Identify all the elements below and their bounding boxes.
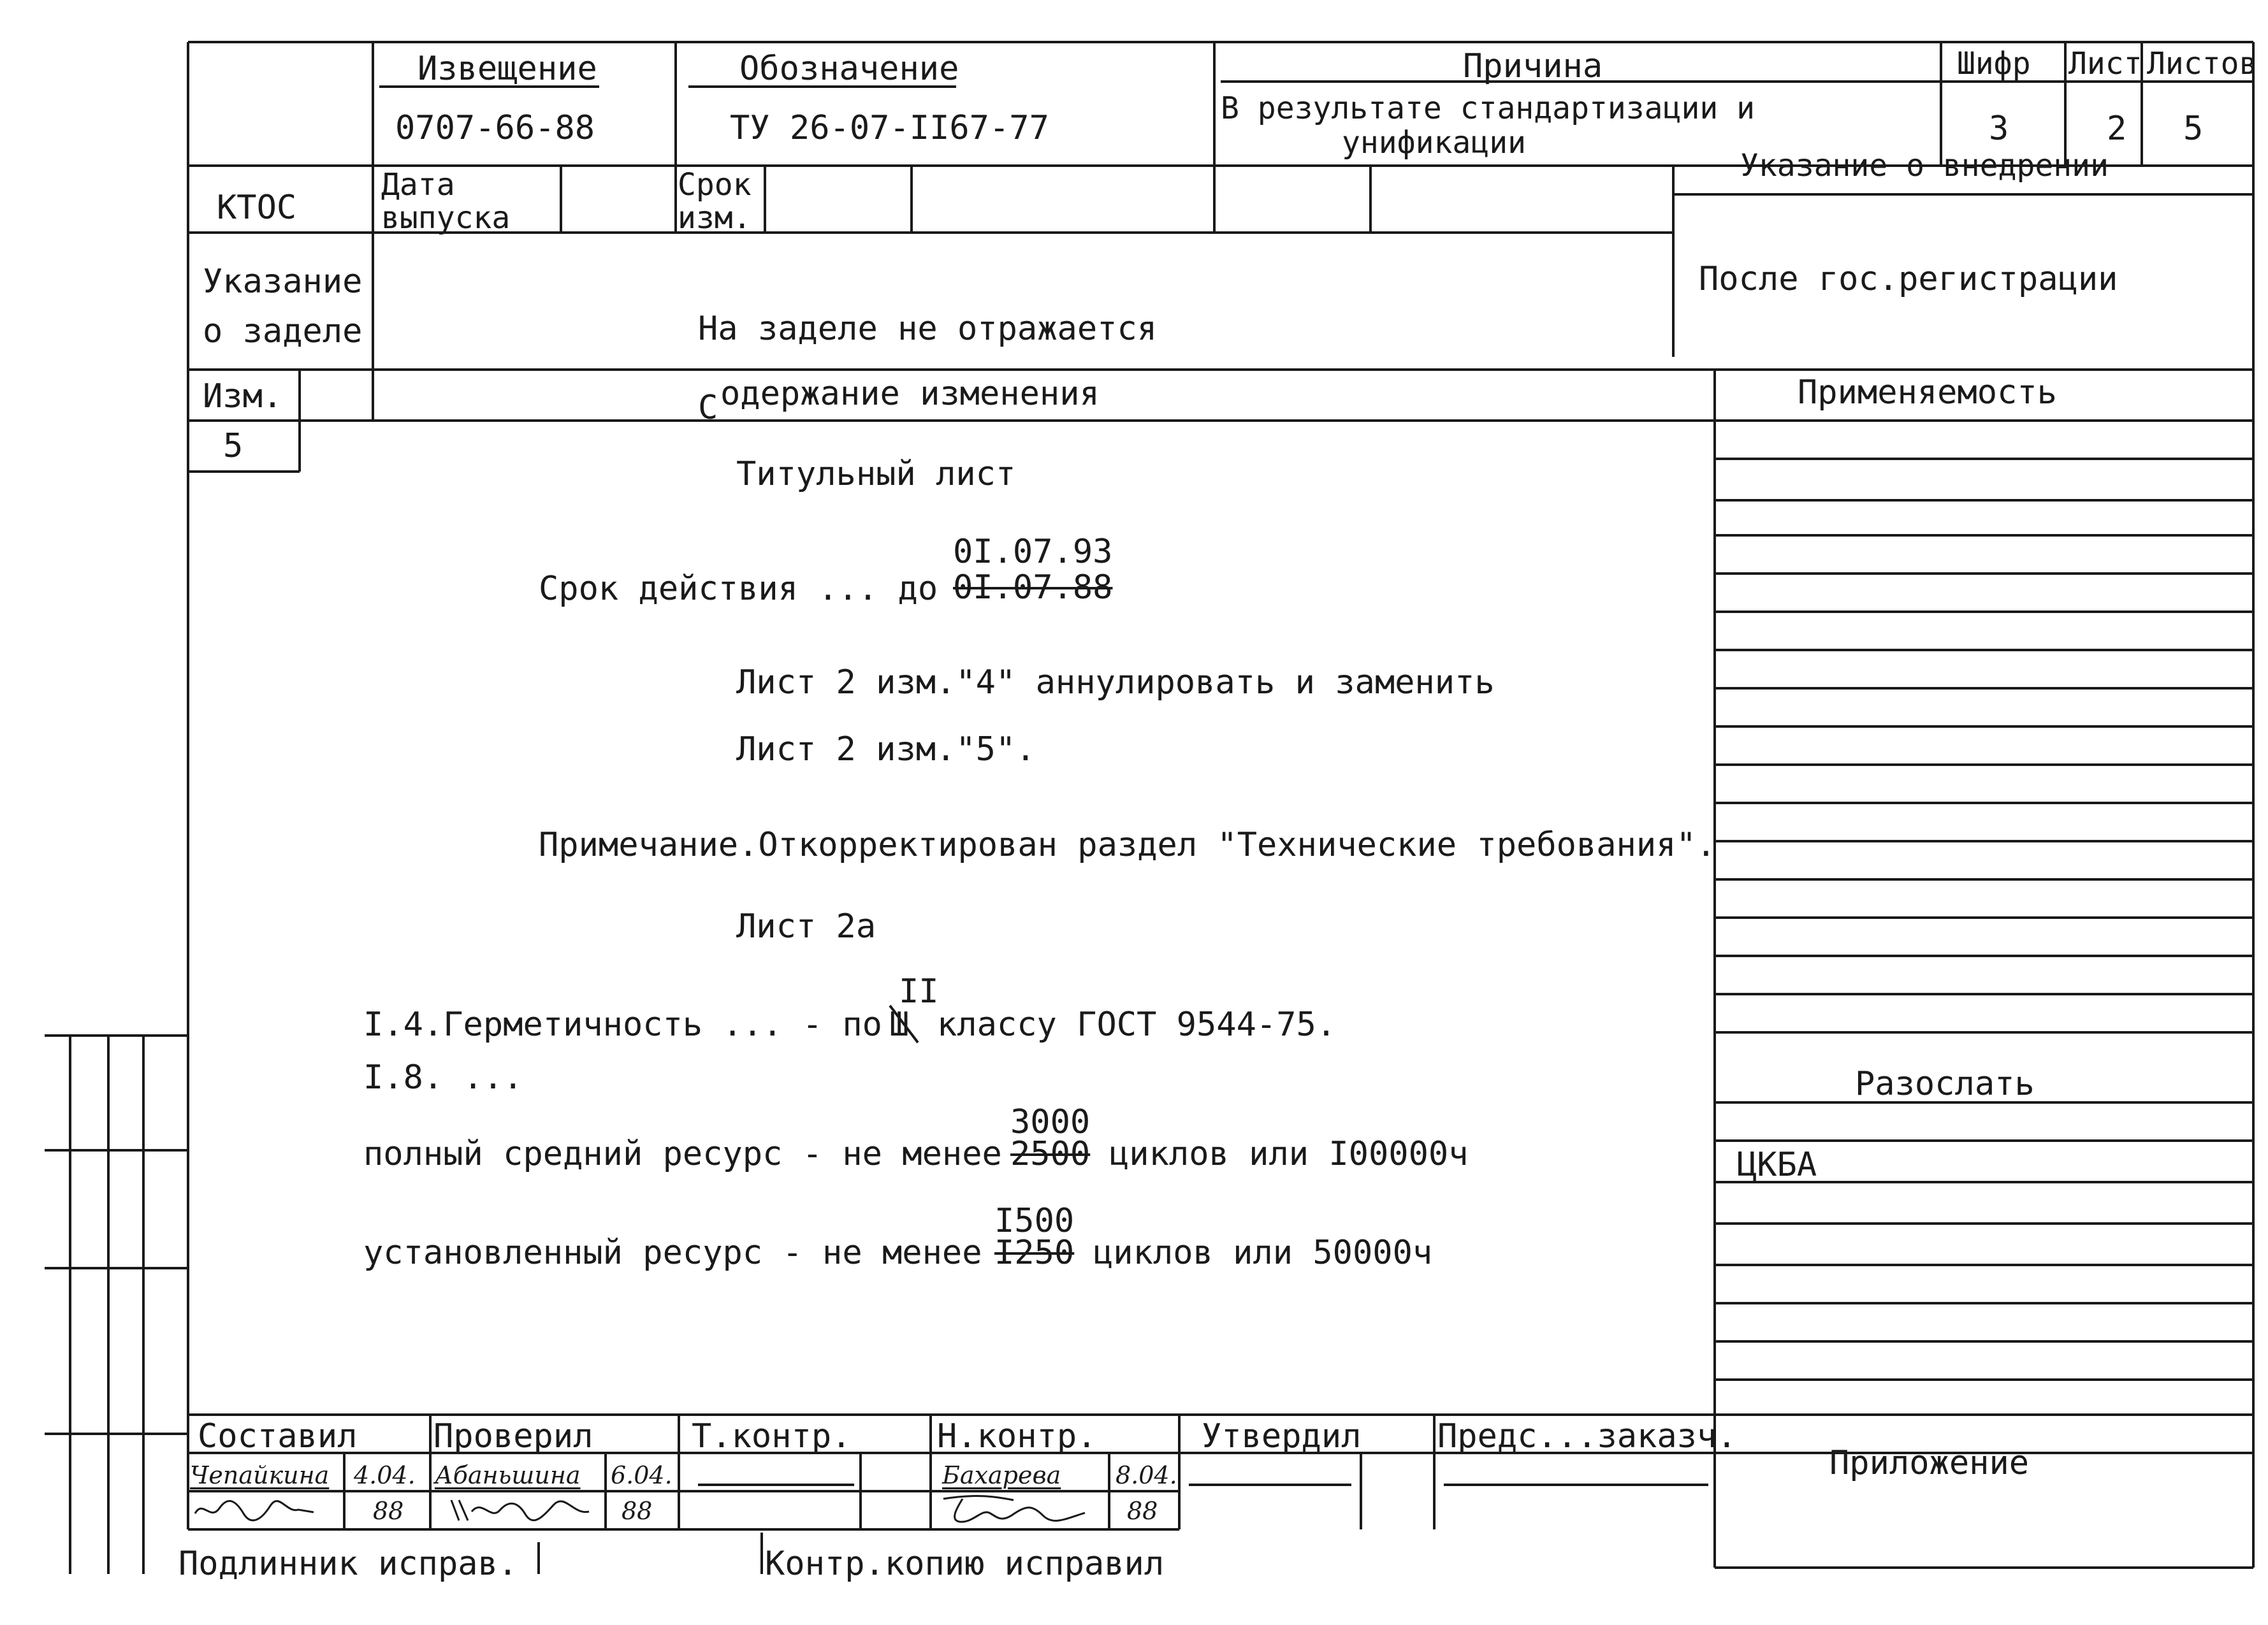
- change-term-label-2: изм.: [678, 200, 752, 236]
- change-no-value: 5: [223, 427, 244, 465]
- change-no-label: Изм.: [203, 377, 283, 415]
- send-value: ЦКБА: [1737, 1146, 1817, 1184]
- content-label-prefix: С: [698, 389, 718, 427]
- item-1-4-prefix: I.4.Герметичность ... - по: [363, 1006, 882, 1044]
- customer-rep-label: Предс...заказч.: [1437, 1417, 1737, 1455]
- org-value: КТОС: [217, 189, 297, 227]
- approved-label: Утвердил: [1202, 1417, 1362, 1455]
- backlog-label-2: о заделе: [203, 312, 363, 350]
- backlog-label-1: Указание: [203, 263, 363, 301]
- issue-date-label-2: выпуска: [381, 200, 511, 236]
- checked-date-1: 6.04.: [611, 1461, 672, 1489]
- applicability-label: Применяемость: [1798, 373, 2057, 412]
- item-1-8: I.8. ...: [363, 1058, 523, 1097]
- compiled-name: Чепайкина: [190, 1461, 330, 1489]
- checked-date-2: 88: [622, 1497, 653, 1525]
- norm-control-name: Бахарева: [942, 1461, 1061, 1489]
- item-1-4-old: Ш: [889, 1006, 910, 1044]
- validity-prefix: Срок действия ... до: [539, 570, 938, 608]
- item-1-4-new: II: [899, 972, 939, 1011]
- sheet-label: Лист: [2068, 46, 2142, 82]
- norm-control-label: Н.контр.: [937, 1417, 1097, 1455]
- norm-control-signature: [937, 1490, 1090, 1528]
- content-label: одержание изменения: [720, 375, 1100, 413]
- appendix-label: Приложение: [1829, 1444, 2030, 1482]
- compiled-date-2: 88: [373, 1497, 404, 1525]
- compiled-label: Составил: [198, 1417, 358, 1455]
- code-value: 3: [1989, 110, 2009, 148]
- reason-line-2: унификации: [1342, 125, 1526, 161]
- designation-label: Обозначение: [739, 50, 959, 88]
- implementation-value: После гос.регистрации: [1699, 260, 2118, 298]
- set-resource-prefix: установленный ресурс - не менее: [363, 1234, 982, 1272]
- checked-name: Абаньшина: [435, 1461, 581, 1489]
- compiled-date-1: 4.04.: [354, 1461, 416, 1489]
- full-resource-prefix: полный средний ресурс - не менее: [363, 1135, 1002, 1173]
- control-copy-corrected: Контр.копию исправил: [765, 1545, 1165, 1583]
- sheets-label: Листов: [2147, 46, 2258, 82]
- issue-date-label-1: Дата: [381, 167, 455, 203]
- set-resource-old: I250: [994, 1234, 1075, 1272]
- code-label: Шифр: [1957, 46, 2031, 82]
- full-resource-suffix: циклов или I00000ч: [1109, 1135, 1469, 1173]
- sheet-value: 2: [2107, 110, 2127, 148]
- tech-control-label: Т.контр.: [692, 1417, 852, 1455]
- designation-value: ТУ 26-07-II67-77: [730, 109, 1049, 147]
- notice-number: 0707-66-88: [395, 109, 595, 147]
- notice-label: Извещение: [418, 50, 597, 88]
- replace-line-2: Лист 2 изм."5".: [736, 730, 1036, 769]
- norm-control-date-1: 8.04.: [1116, 1461, 1177, 1489]
- validity-old: 0I.07.88: [953, 568, 1113, 607]
- sheet-2a: Лист 2а: [736, 907, 876, 946]
- change-term-label-1: Срок: [678, 167, 752, 203]
- original-corrected: Подлинник исправ.: [178, 1545, 518, 1583]
- correction-strike: [885, 1002, 923, 1046]
- note: Примечание.Откорректирован раздел "Технические требования".: [539, 826, 1717, 864]
- reason-line-1: В результате стандартизации и: [1221, 90, 1756, 126]
- backlog-value: На заделе не отражается: [698, 310, 1158, 348]
- replace-line-1: Лист 2 изм."4" аннулировать и заменить: [736, 663, 1495, 702]
- sheets-value: 5: [2183, 110, 2204, 148]
- compiled-signature: [191, 1494, 319, 1526]
- full-resource-new: 3000: [1010, 1103, 1091, 1141]
- title-sheet: Титульный лист: [736, 455, 1016, 493]
- reason-label: Причина: [1463, 47, 1603, 85]
- item-1-4-suffix: классу ГОСТ 9544-75.: [937, 1006, 1337, 1044]
- checked-label: Проверил: [433, 1417, 593, 1455]
- set-resource-suffix: циклов или 50000ч: [1093, 1234, 1433, 1272]
- validity-new: 0I.07.93: [953, 533, 1113, 571]
- set-resource-new: I500: [994, 1202, 1075, 1240]
- send-label: Разослать: [1855, 1065, 2035, 1103]
- checked-signature: [446, 1492, 593, 1528]
- implementation-label: Указание о внедрении: [1740, 148, 2109, 184]
- full-resource-old: 2500: [1010, 1135, 1091, 1173]
- norm-control-date-2: 88: [1127, 1497, 1158, 1525]
